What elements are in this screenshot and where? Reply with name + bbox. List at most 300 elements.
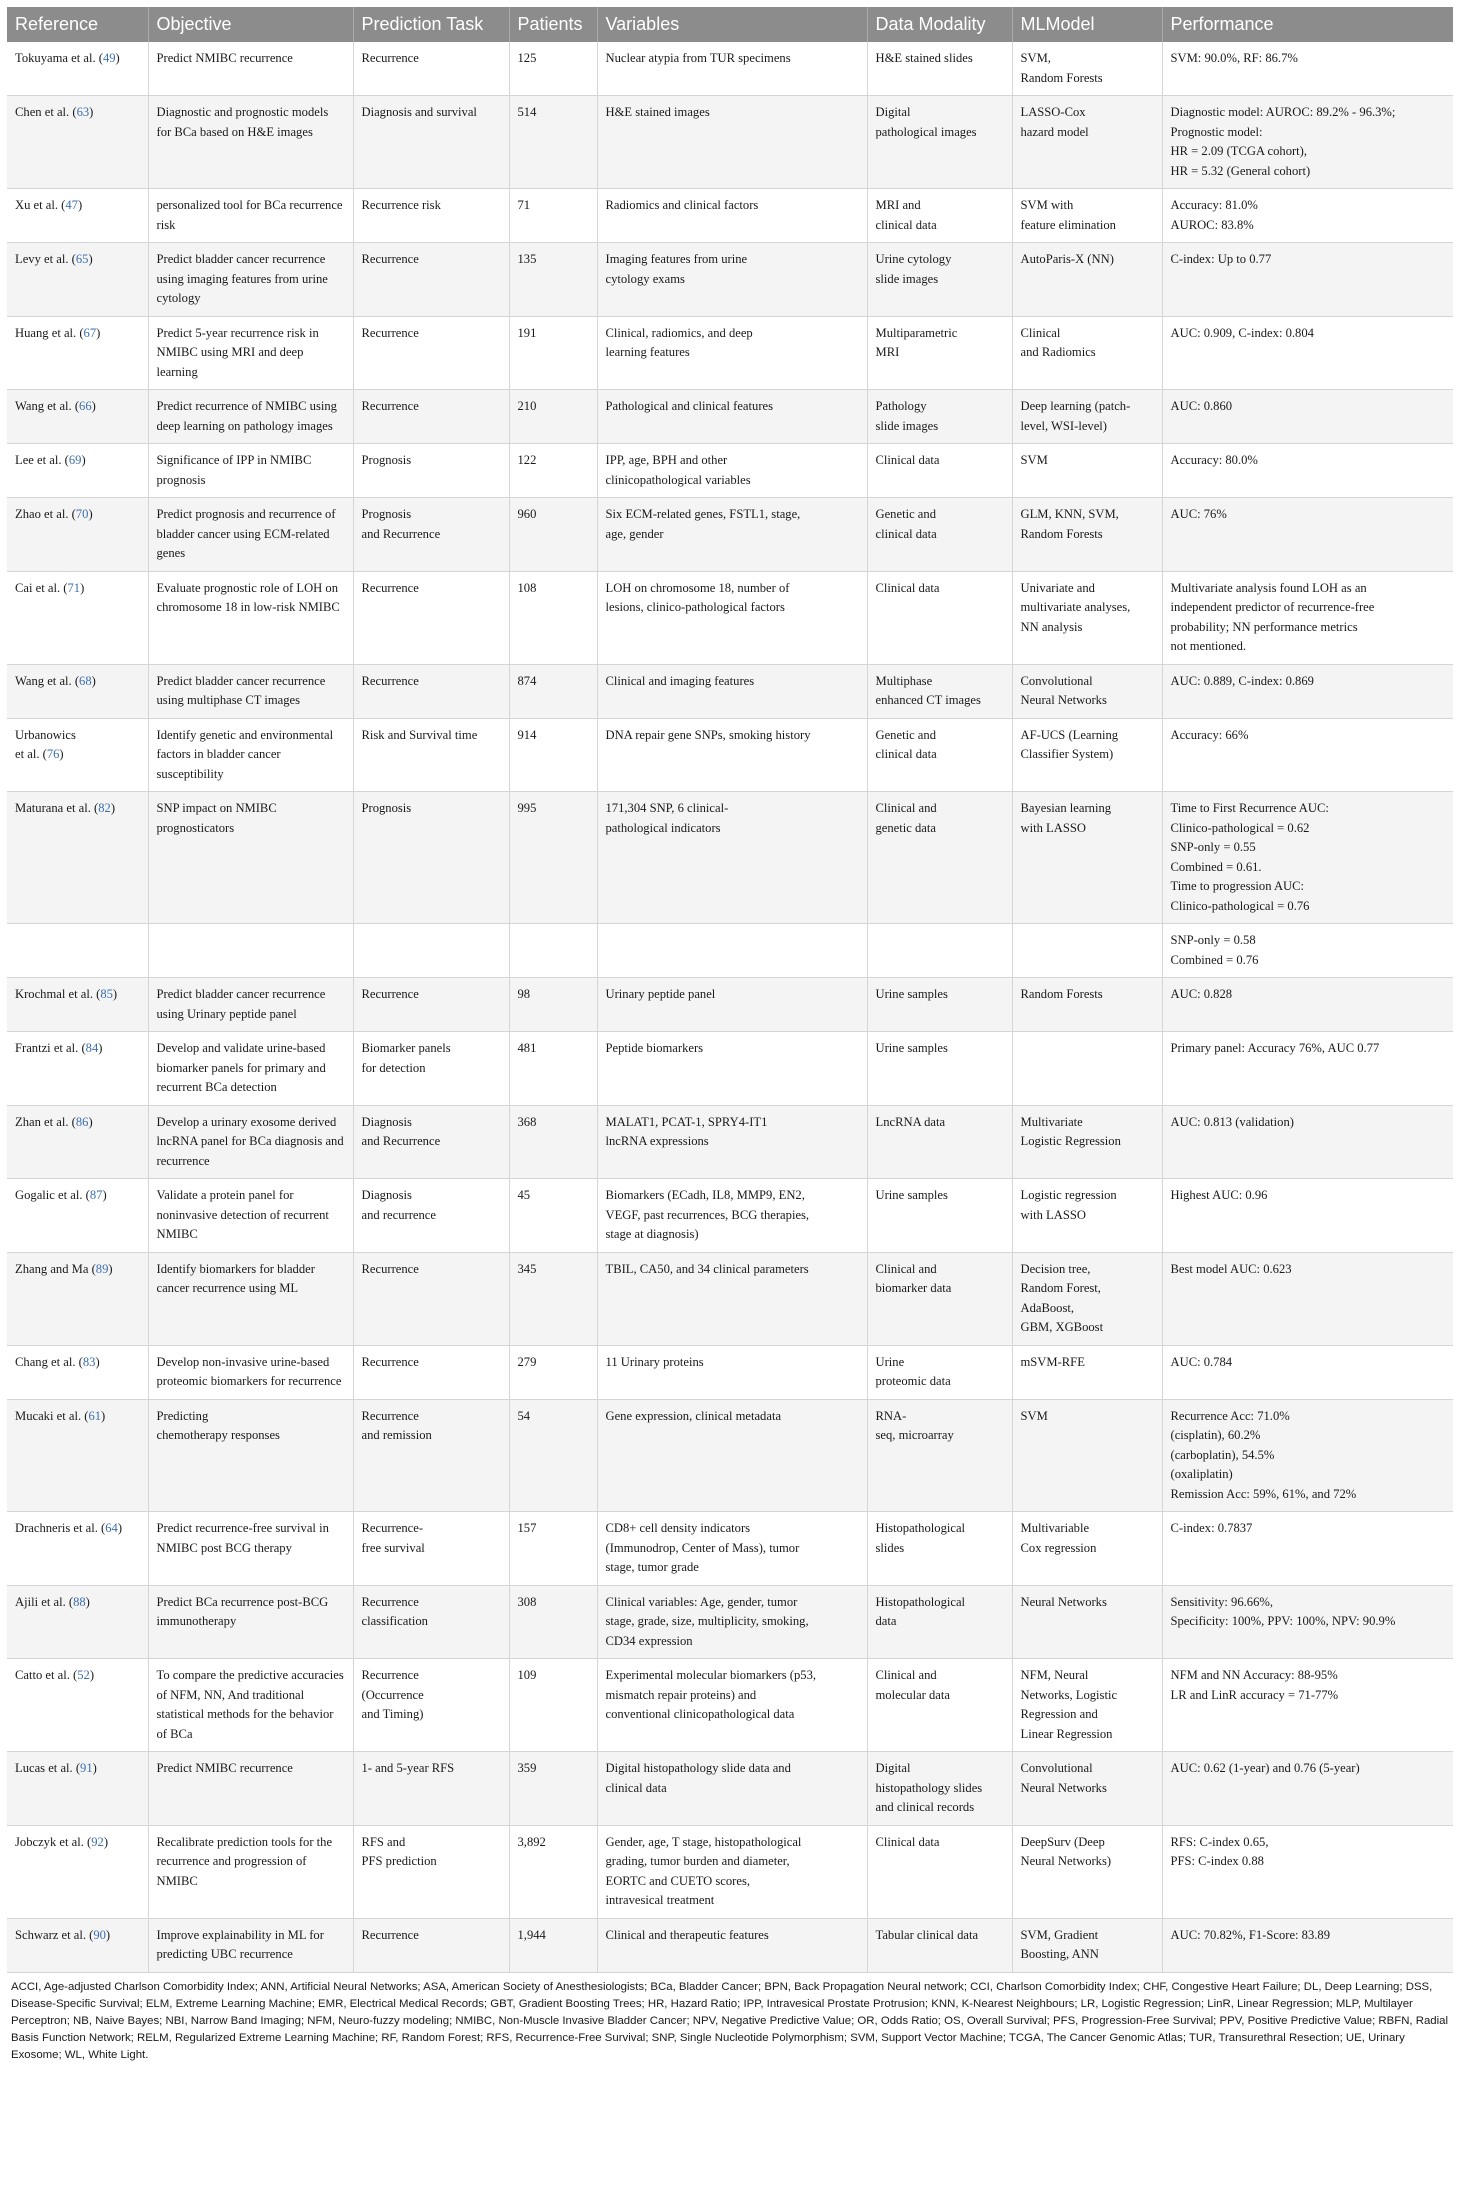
patients-cell: 122 xyxy=(509,444,597,498)
citation-link[interactable]: 52 xyxy=(77,1668,90,1682)
reference-cell xyxy=(7,243,148,317)
reference-author: Huang et al. ( xyxy=(15,325,84,340)
patients-cell: 125 xyxy=(509,42,597,96)
objective-cell: Predict recurrence-free survival in NMIBC post BCG therapy xyxy=(148,1512,353,1586)
data-modality-cell: Urine samples xyxy=(867,1179,1012,1253)
variables-cell: 171,304 SNP, 6 clinical- pathological indicators xyxy=(597,792,867,924)
data-modality-cell: Clinical and genetic data xyxy=(867,792,1012,924)
ml-model-cell: DeepSurv (Deep Neural Networks) xyxy=(1012,1825,1162,1918)
performance-cell: Recurrence Acc: 71.0% (cisplatin), 60.2% (carboplatin), 54.5% (oxaliplatin) Remission Acc: 59%, 61%, and 72% xyxy=(1162,1399,1453,1512)
prediction-task-cell: Recurrence xyxy=(353,1252,509,1345)
page xyxy=(7,7,1453,2065)
table-row xyxy=(7,498,1453,572)
variables-cell: Clinical variables: Age, gender, tumor stage, grade, size, multiplicity, smoking, CD34 expression xyxy=(597,1585,867,1659)
prediction-task-cell: Recurrence and remission xyxy=(353,1399,509,1512)
variables-cell: Clinical, radiomics, and deep learning features xyxy=(597,316,867,390)
table-row xyxy=(7,1179,1453,1253)
data-modality-cell: Pathology slide images xyxy=(867,390,1012,444)
table-row xyxy=(7,189,1453,243)
reference-cell xyxy=(7,1659,148,1752)
patients-cell: 3,892 xyxy=(509,1825,597,1918)
abbreviations-footnote: ACCI, Age-adjusted Charlson Comorbidity Index; ANN, Artificial Neural Networks; ASA, American Society of Anesthesiologists; BCa, Bladder Cancer; BPN, Back Propagation Neural network; CCI, Charlson Comorbidity Index; CHF, Congestive Heart Failure; DL, Deep Learning; DSS, Disease-Specific Survival; ELM, Extreme Learning Machine; EMR, Electrical Medical Records; GBT, Gradient Boosting Trees; HR, Hazard Ratio; IPP, Intravesical Prostate Protrusion; KNN, K-Nearest Neighbours; LR, Logistic Regression; LinR, Linear Regression; MLP, Multilayer Perceptron; NB, Naive Bayes; NBI, Narrow Band Imaging; NFM, Neuro-fuzzy modeling; NMIBC, Non-Muscle Invasive Bladder Cancer; NPV, Negative Predictive Value; OR, Odds Ratio; OS, Overall Survival; PFS, Progression-Free Survival; PPV, Positive Predictive Value; RBFN, Radial Basis Function Network; RELM, Regularized Extreme Learning Machine; RF, Random Forest; RFS, Recurrence-Free Survival; SNP, Single Nucleotide Polymorphism; SVM, Support Vector Machine; TCGA, The Cancer Genomic Atlas; TUR, Transurethral Resection; UE, Urinary Exosome; WL, White Light. xyxy=(11,1980,1449,2062)
ml-model-cell: Convolutional Neural Networks xyxy=(1012,1752,1162,1826)
objective-cell: Develop a urinary exosome derived lncRNA panel for BCa diagnosis and recurrence xyxy=(148,1105,353,1179)
ml-model-cell: Logistic regression with LASSO xyxy=(1012,1179,1162,1253)
reference-cell xyxy=(7,444,148,498)
citation-link[interactable]: 87 xyxy=(89,1188,103,1202)
prediction-task-cell: Recurrence classification xyxy=(353,1585,509,1659)
reference-cell xyxy=(7,571,148,664)
reference-cell xyxy=(7,1105,148,1179)
table-row xyxy=(7,390,1453,444)
reference-author: Frantzi et al. ( xyxy=(15,1041,86,1055)
patients-cell: 135 xyxy=(509,243,597,317)
reference-close: ) xyxy=(81,453,86,467)
reference-author: Zhan et al. ( xyxy=(15,1114,76,1129)
table-row xyxy=(7,1032,1453,1106)
objective-cell xyxy=(148,924,353,978)
reference-close: ) xyxy=(95,1354,100,1369)
reference-author: Zhang and Ma ( xyxy=(15,1261,96,1276)
table-row xyxy=(7,316,1453,390)
ml-model-cell xyxy=(1012,1032,1162,1106)
patients-cell: 874 xyxy=(509,664,597,718)
objective-cell: Recalibrate prediction tools for the recurrence and progression of NMIBC xyxy=(148,1825,353,1918)
prediction-task-cell: Recurrence- free survival xyxy=(353,1512,509,1586)
reference-author: Tokuyama et al. ( xyxy=(15,51,103,65)
reference-close: ) xyxy=(89,105,94,119)
ml-model-cell: Neural Networks xyxy=(1012,1585,1162,1659)
patients-cell: 1,944 xyxy=(509,1918,597,1972)
prediction-task-cell: Recurrence xyxy=(353,1345,509,1399)
patients-cell: 157 xyxy=(509,1512,597,1586)
ml-model-cell: mSVM-RFE xyxy=(1012,1345,1162,1399)
column-header-variables: Variables xyxy=(597,7,867,42)
reference-cell xyxy=(7,1179,148,1253)
prediction-task-cell: Recurrence xyxy=(353,571,509,664)
reference-close: ) xyxy=(103,1834,109,1849)
table-row xyxy=(7,1752,1453,1826)
performance-cell: C-index: Up to 0.77 xyxy=(1162,243,1453,317)
citation-link[interactable]: 84 xyxy=(85,1041,99,1055)
objective-cell: Predict bladder cancer recurrence using Urinary peptide panel xyxy=(148,978,353,1032)
objective-cell: Develop and validate urine-based biomarker panels for primary and recurrent BCa detection xyxy=(148,1032,353,1106)
data-modality-cell: Multiphase enhanced CT images xyxy=(867,664,1012,718)
column-header-patients: Patients xyxy=(509,7,597,42)
reference-author: Urbanowics et al. ( xyxy=(15,727,76,761)
prediction-task-cell: Diagnosis and survival xyxy=(353,96,509,189)
citation-link[interactable]: 49 xyxy=(102,51,116,65)
reference-close: ) xyxy=(59,747,64,761)
performance-cell: AUC: 76% xyxy=(1162,498,1453,572)
table-row xyxy=(7,1918,1453,1972)
table-row xyxy=(7,42,1453,96)
reference-close: ) xyxy=(91,673,96,688)
ml-model-cell: Deep learning (patch- level, WSI-level) xyxy=(1012,390,1162,444)
citation-link[interactable]: 85 xyxy=(100,987,113,1001)
prediction-task-cell: Recurrence xyxy=(353,1918,509,1972)
variables-cell: DNA repair gene SNPs, smoking history xyxy=(597,718,867,792)
objective-cell: Diagnostic and prognostic models for BCa based on H&E images xyxy=(148,96,353,189)
variables-cell: Digital histopathology slide data and clinical data xyxy=(597,1752,867,1826)
reference-cell xyxy=(7,1399,148,1512)
citation-link[interactable]: 68 xyxy=(79,673,92,688)
citation-link[interactable]: 83 xyxy=(82,1354,96,1369)
objective-cell: Evaluate prognostic role of LOH on chromosome 18 in low-risk NMIBC xyxy=(148,571,353,664)
patients-cell: 54 xyxy=(509,1399,597,1512)
performance-cell: AUC: 0.860 xyxy=(1162,390,1453,444)
objective-cell: Predict recurrence of NMIBC using deep learning on pathology images xyxy=(148,390,353,444)
patients-cell: 514 xyxy=(509,96,597,189)
performance-cell: Time to First Recurrence AUC: Clinico-pathological = 0.62 SNP-only = 0.55 Combined = 0.61. Time to progression AUC: Clinico-pathological = 0.76 xyxy=(1162,792,1453,924)
performance-cell: AUC: 0.889, C-index: 0.869 xyxy=(1162,664,1453,718)
data-modality-cell: Digital histopathology slides and clinical records xyxy=(867,1752,1012,1826)
reference-author: Schwarz et al. ( xyxy=(15,1927,94,1942)
reference-close: ) xyxy=(105,1927,111,1942)
table-row xyxy=(7,1345,1453,1399)
table-row xyxy=(7,1105,1453,1179)
variables-cell: Clinical and therapeutic features xyxy=(597,1918,867,1972)
reference-close: ) xyxy=(108,1261,113,1276)
ml-model-cell: GLM, KNN, SVM, Random Forests xyxy=(1012,498,1162,572)
citation-link[interactable]: 86 xyxy=(75,1114,89,1129)
table-row xyxy=(7,1659,1453,1752)
reference-author: Ajili et al. ( xyxy=(15,1594,74,1609)
performance-cell: Accuracy: 81.0% AUROC: 83.8% xyxy=(1162,189,1453,243)
objective-cell: Predict NMIBC recurrence xyxy=(148,42,353,96)
reference-close: ) xyxy=(101,1408,106,1423)
citation-link[interactable]: 92 xyxy=(91,1834,104,1849)
citation-link[interactable]: 82 xyxy=(98,801,111,815)
reference-author: Lee et al. ( xyxy=(15,453,69,467)
reference-close: ) xyxy=(91,399,96,413)
data-modality-cell: Histopathological data xyxy=(867,1585,1012,1659)
reference-author: Lucas et al. ( xyxy=(15,1761,81,1775)
ml-model-cell: SVM xyxy=(1012,1399,1162,1512)
table-row xyxy=(7,664,1453,718)
objective-cell: Improve explainability in ML for predicting UBC recurrence xyxy=(148,1918,353,1972)
data-modality-cell: Clinical data xyxy=(867,444,1012,498)
reference-cell xyxy=(7,1825,148,1918)
objective-cell: Identify biomarkers for bladder cancer recurrence using ML xyxy=(148,1252,353,1345)
reference-author: Wang et al. ( xyxy=(15,673,80,688)
column-header-objective: Objective xyxy=(148,7,353,42)
reference-cell xyxy=(7,1752,148,1826)
citation-link[interactable]: 88 xyxy=(73,1594,86,1609)
variables-cell: Urinary peptide panel xyxy=(597,978,867,1032)
table-row xyxy=(7,1399,1453,1512)
reference-author: Cai et al. ( xyxy=(15,580,68,595)
citation-link[interactable]: 89 xyxy=(95,1261,109,1276)
objective-cell: Predict 5-year recurrence risk in NMIBC using MRI and deep learning xyxy=(148,316,353,390)
data-modality-cell: Genetic and clinical data xyxy=(867,498,1012,572)
column-header-performance: Performance xyxy=(1162,7,1453,42)
data-modality-cell: Urine cytology slide images xyxy=(867,243,1012,317)
table-row xyxy=(7,444,1453,498)
reference-cell xyxy=(7,1918,148,1972)
reference-close: ) xyxy=(96,325,101,340)
citation-link[interactable]: 66 xyxy=(79,399,92,413)
prediction-task-cell: Prognosis xyxy=(353,792,509,924)
citation-link[interactable]: 65 xyxy=(75,252,89,266)
objective-cell: Predict bladder cancer recurrence using multiphase CT images xyxy=(148,664,353,718)
citation-link[interactable]: 69 xyxy=(68,453,82,467)
patients-cell: 995 xyxy=(509,792,597,924)
prediction-task-cell: Recurrence xyxy=(353,243,509,317)
objective-cell: To compare the predictive accuracies of NFM, NN, And traditional statistical methods for the behavior of BCa xyxy=(148,1659,353,1752)
reference-cell xyxy=(7,189,148,243)
data-modality-cell: Urine samples xyxy=(867,1032,1012,1106)
patients-cell: 960 xyxy=(509,498,597,572)
reference-close: ) xyxy=(112,987,118,1001)
reference-close: ) xyxy=(85,1594,90,1609)
reference-close: ) xyxy=(80,580,85,595)
reference-cell xyxy=(7,1252,148,1345)
objective-cell: Validate a protein panel for noninvasive detection of recurrent NMIBC xyxy=(148,1179,353,1253)
reference-author: Zhao et al. ( xyxy=(15,507,76,521)
reference-author: Krochmal et al. ( xyxy=(15,987,101,1001)
table-body xyxy=(7,42,1453,1972)
citation-link[interactable]: 91 xyxy=(80,1761,93,1775)
performance-cell: Accuracy: 80.0% xyxy=(1162,444,1453,498)
ml-model-cell: Decision tree, Random Forest, AdaBoost, GBM, XGBoost xyxy=(1012,1252,1162,1345)
reference-author: Drachneris et al. ( xyxy=(15,1521,106,1535)
performance-cell: NFM and NN Accuracy: 88-95% LR and LinR accuracy = 71-77% xyxy=(1162,1659,1453,1752)
reference-author: Chen et al. ( xyxy=(15,105,77,119)
prediction-task-cell: Diagnosis and recurrence xyxy=(353,1179,509,1253)
prediction-task-cell: Recurrence xyxy=(353,316,509,390)
table-row xyxy=(7,243,1453,317)
ml-model-cell: Bayesian learning with LASSO xyxy=(1012,792,1162,924)
reference-cell xyxy=(7,664,148,718)
ml-model-cell: SVM, Gradient Boosting, ANN xyxy=(1012,1918,1162,1972)
prediction-task-cell: Diagnosis and Recurrence xyxy=(353,1105,509,1179)
ml-model-cell: NFM, Neural Networks, Logistic Regression and Linear Regression xyxy=(1012,1659,1162,1752)
variables-cell: LOH on chromosome 18, number of lesions, clinico-pathological factors xyxy=(597,571,867,664)
data-modality-cell: Tabular clinical data xyxy=(867,1918,1012,1972)
performance-cell: AUC: 0.828 xyxy=(1162,978,1453,1032)
variables-cell: Six ECM-related genes, FSTL1, stage, age, gender xyxy=(597,498,867,572)
reference-cell xyxy=(7,1585,148,1659)
data-modality-cell xyxy=(867,924,1012,978)
variables-cell: 11 Urinary proteins xyxy=(597,1345,867,1399)
column-header-data-modality: Data Modality xyxy=(867,7,1012,42)
table-row xyxy=(7,1585,1453,1659)
prediction-task-cell: Biomarker panels for detection xyxy=(353,1032,509,1106)
reference-author: Maturana et al. ( xyxy=(15,801,99,815)
variables-cell: Imaging features from urine cytology exams xyxy=(597,243,867,317)
ml-model-cell: AF-UCS (Learning Classifier System) xyxy=(1012,718,1162,792)
objective-cell: Predicting chemotherapy responses xyxy=(148,1399,353,1512)
data-modality-cell: MRI and clinical data xyxy=(867,189,1012,243)
citation-link[interactable]: 70 xyxy=(75,507,89,521)
data-modality-cell: LncRNA data xyxy=(867,1105,1012,1179)
citation-link[interactable]: 61 xyxy=(88,1408,102,1423)
prediction-task-cell: Recurrence risk xyxy=(353,189,509,243)
reference-cell xyxy=(7,924,148,978)
ml-model-cell: Random Forests xyxy=(1012,978,1162,1032)
citation-link[interactable]: 71 xyxy=(67,580,81,595)
table-row xyxy=(7,978,1453,1032)
ml-model-cell: SVM, Random Forests xyxy=(1012,42,1162,96)
patients-cell: 191 xyxy=(509,316,597,390)
patients-cell: 98 xyxy=(509,978,597,1032)
reference-close: ) xyxy=(88,1114,93,1129)
performance-cell: Accuracy: 66% xyxy=(1162,718,1453,792)
objective-cell: Significance of IPP in NMIBC prognosis xyxy=(148,444,353,498)
patients-cell: 108 xyxy=(509,571,597,664)
ml-model-cell: SVM with feature elimination xyxy=(1012,189,1162,243)
ml-model-cell: Clinical and Radiomics xyxy=(1012,316,1162,390)
reference-close: ) xyxy=(88,252,93,266)
performance-cell: Multivariate analysis found LOH as an independent predictor of recurrence-free probability; NN performance metrics not mentioned. xyxy=(1162,571,1453,664)
performance-cell: Best model AUC: 0.623 xyxy=(1162,1252,1453,1345)
performance-cell: AUC: 0.813 (validation) xyxy=(1162,1105,1453,1179)
variables-cell xyxy=(597,924,867,978)
data-modality-cell: Multiparametric MRI xyxy=(867,316,1012,390)
reference-close: ) xyxy=(92,1761,97,1775)
reference-author: Chang et al. ( xyxy=(15,1354,83,1369)
prediction-task-cell: Prognosis xyxy=(353,444,509,498)
data-modality-cell: Digital pathological images xyxy=(867,96,1012,189)
performance-cell: AUC: 0.784 xyxy=(1162,1345,1453,1399)
reference-close: ) xyxy=(77,198,83,212)
reference-cell xyxy=(7,498,148,572)
citation-link[interactable]: 64 xyxy=(105,1521,118,1535)
table-row xyxy=(7,1252,1453,1345)
header-row xyxy=(7,7,1453,42)
column-header-reference: Reference xyxy=(7,7,148,42)
ml-model-cell: Multivariable Cox regression xyxy=(1012,1512,1162,1586)
reference-cell xyxy=(7,1032,148,1106)
reference-cell xyxy=(7,792,148,924)
prediction-task-cell: Risk and Survival time xyxy=(353,718,509,792)
reference-close: ) xyxy=(89,1668,95,1682)
table-row xyxy=(7,1512,1453,1586)
variables-cell: MALAT1, PCAT-1, SPRY4-IT1 lncRNA expressions xyxy=(597,1105,867,1179)
ml-model-cell: SVM xyxy=(1012,444,1162,498)
variables-cell: Clinical and imaging features xyxy=(597,664,867,718)
variables-cell: Experimental molecular biomarkers (p53, mismatch repair proteins) and conventional clinicopathological data xyxy=(597,1659,867,1752)
patients-cell: 109 xyxy=(509,1659,597,1752)
data-modality-cell: Genetic and clinical data xyxy=(867,718,1012,792)
table-row xyxy=(7,96,1453,189)
prediction-task-cell: Recurrence (Occurrence and Timing) xyxy=(353,1659,509,1752)
objective-cell: Predict NMIBC recurrence xyxy=(148,1752,353,1826)
reference-author: Xu et al. ( xyxy=(15,198,66,212)
data-modality-cell: Histopathological slides xyxy=(867,1512,1012,1586)
variables-cell: TBIL, CA50, and 34 clinical parameters xyxy=(597,1252,867,1345)
performance-cell: AUC: 70.82%, F1-Score: 83.89 xyxy=(1162,1918,1453,1972)
objective-cell: Predict prognosis and recurrence of bladder cancer using ECM-related genes xyxy=(148,498,353,572)
data-modality-cell: Clinical and biomarker data xyxy=(867,1252,1012,1345)
prediction-task-cell: Recurrence xyxy=(353,978,509,1032)
data-modality-cell: Urine samples xyxy=(867,978,1012,1032)
patients-cell: 71 xyxy=(509,189,597,243)
patients-cell: 368 xyxy=(509,1105,597,1179)
patients-cell: 359 xyxy=(509,1752,597,1826)
variables-cell: Peptide biomarkers xyxy=(597,1032,867,1106)
objective-cell: Identify genetic and environmental factors in bladder cancer susceptibility xyxy=(148,718,353,792)
reference-author: Wang et al. ( xyxy=(15,399,80,413)
reference-cell xyxy=(7,316,148,390)
citation-link[interactable]: 90 xyxy=(93,1927,106,1942)
objective-cell: Predict bladder cancer recurrence using imaging features from urine cytology xyxy=(148,243,353,317)
prediction-task-cell: Recurrence xyxy=(353,42,509,96)
performance-cell: SVM: 90.0%, RF: 86.7% xyxy=(1162,42,1453,96)
patients-cell: 279 xyxy=(509,1345,597,1399)
prediction-task-cell: 1- and 5-year RFS xyxy=(353,1752,509,1826)
performance-cell: Primary panel: Accuracy 76%, AUC 0.77 xyxy=(1162,1032,1453,1106)
patients-cell: 210 xyxy=(509,390,597,444)
variables-cell: Biomarkers (ECadh, IL8, MMP9, EN2, VEGF, past recurrences, BCG therapies, stage at diagnosis) xyxy=(597,1179,867,1253)
variables-cell: CD8+ cell density indicators (Immunodrop, Center of Mass), tumor stage, tumor grade xyxy=(597,1512,867,1586)
reference-author: Jobczyk et al. ( xyxy=(15,1834,92,1849)
table-row xyxy=(7,924,1453,978)
column-header-prediction-task: Prediction Task xyxy=(353,7,509,42)
variables-cell: Pathological and clinical features xyxy=(597,390,867,444)
reference-close: ) xyxy=(115,51,120,65)
reference-cell xyxy=(7,1345,148,1399)
reference-close: ) xyxy=(117,1521,123,1535)
citation-link[interactable]: 47 xyxy=(65,198,78,212)
reference-close: ) xyxy=(88,507,93,521)
citation-link[interactable]: 76 xyxy=(46,747,60,761)
prediction-task-cell: Prognosis and Recurrence xyxy=(353,498,509,572)
reference-close: ) xyxy=(102,1188,107,1202)
data-modality-cell: Clinical data xyxy=(867,1825,1012,1918)
data-modality-cell: Urine proteomic data xyxy=(867,1345,1012,1399)
variables-cell: IPP, age, BPH and other clinicopathological variables xyxy=(597,444,867,498)
reference-cell xyxy=(7,978,148,1032)
table-row xyxy=(7,1825,1453,1918)
performance-cell: C-index: 0.7837 xyxy=(1162,1512,1453,1586)
objective-cell: Develop non-invasive urine-based proteomic biomarkers for recurrence xyxy=(148,1345,353,1399)
table-row xyxy=(7,571,1453,664)
performance-cell: AUC: 0.909, C-index: 0.804 xyxy=(1162,316,1453,390)
data-modality-cell: Clinical data xyxy=(867,571,1012,664)
reference-cell xyxy=(7,390,148,444)
reference-close: ) xyxy=(98,1041,103,1055)
objective-cell: personalized tool for BCa recurrence risk xyxy=(148,189,353,243)
variables-cell: Gene expression, clinical metadata xyxy=(597,1399,867,1512)
patients-cell: 308 xyxy=(509,1585,597,1659)
patients-cell: 345 xyxy=(509,1252,597,1345)
performance-cell: SNP-only = 0.58 Combined = 0.76 xyxy=(1162,924,1453,978)
ml-model-cell: LASSO-Cox hazard model xyxy=(1012,96,1162,189)
table-row xyxy=(7,792,1453,924)
table-row xyxy=(7,718,1453,792)
prediction-task-cell: Recurrence xyxy=(353,390,509,444)
column-header-ml-model: MLModel xyxy=(1012,7,1162,42)
reference-cell xyxy=(7,42,148,96)
performance-cell: AUC: 0.62 (1-year) and 0.76 (5-year) xyxy=(1162,1752,1453,1826)
performance-cell: Diagnostic model: AUROC: 89.2% - 96.3%; Prognostic model: HR = 2.09 (TCGA cohort), HR = 5.32 (General cohort) xyxy=(1162,96,1453,189)
patients-cell: 481 xyxy=(509,1032,597,1106)
patients-cell: 45 xyxy=(509,1179,597,1253)
objective-cell: Predict BCa recurrence post-BCG immunotherapy xyxy=(148,1585,353,1659)
citation-link[interactable]: 67 xyxy=(83,325,97,340)
citation-link[interactable]: 63 xyxy=(76,105,90,119)
ml-studies-table xyxy=(7,7,1453,1973)
reference-author: Levy et al. ( xyxy=(15,252,76,266)
patients-cell xyxy=(509,924,597,978)
variables-cell: H&E stained images xyxy=(597,96,867,189)
reference-author: Mucaki et al. ( xyxy=(15,1408,89,1423)
reference-cell xyxy=(7,1512,148,1586)
patients-cell: 914 xyxy=(509,718,597,792)
ml-model-cell xyxy=(1012,924,1162,978)
